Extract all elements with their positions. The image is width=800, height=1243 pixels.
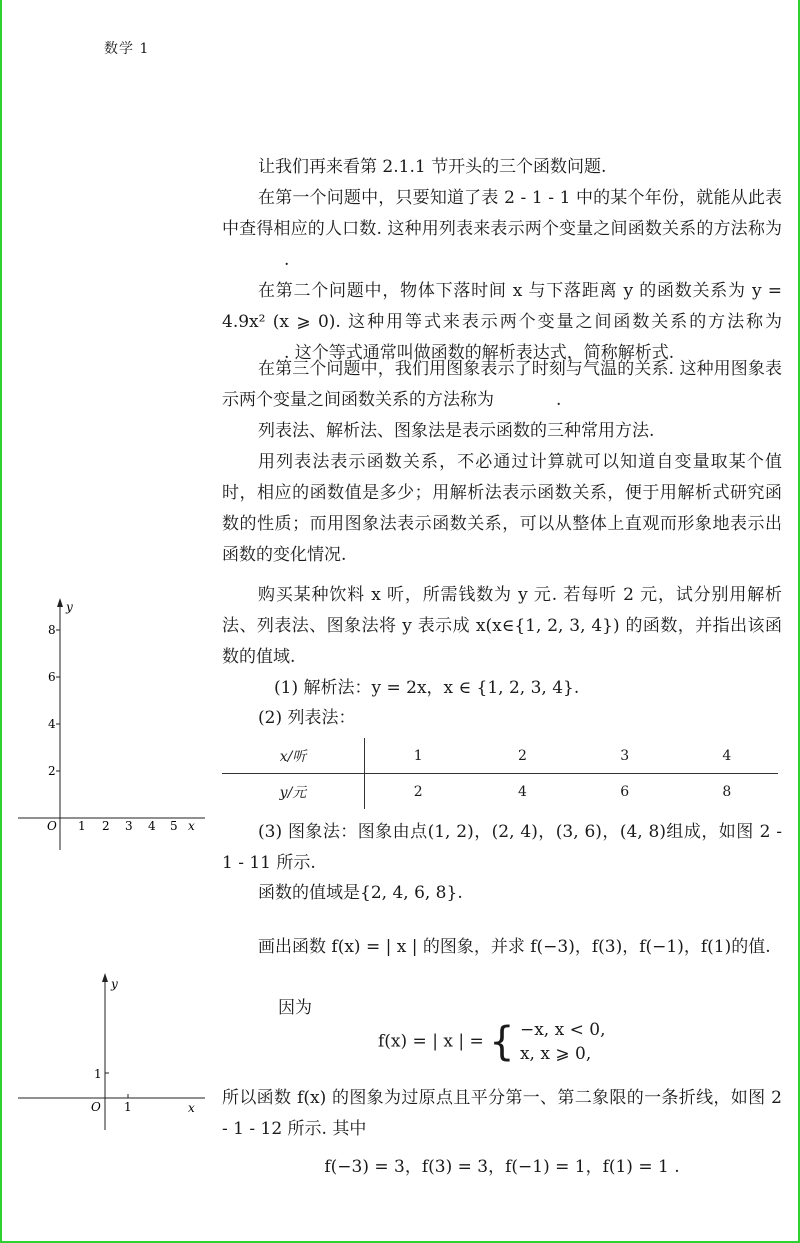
origin-label: O bbox=[91, 1100, 101, 1114]
example-2-values: f(−3) = 3，f(3) = 3，f(−1) = 1，f(1) = 1 . bbox=[324, 1157, 680, 1177]
graph-method-paragraph: 在第三个问题中，我们用图象表示了时刻与气温的关系. 这种用图象表示两个变量之间函数关系的方法称为 . bbox=[222, 359, 782, 410]
example-1-graph-method: (3) 图象法：图象由点(1, 2)，(2, 4)，(3, 6)，(4, 8)组成，如图 2 - 1 - 11 所示. bbox=[222, 822, 782, 873]
example-2-conclusion: 所以函数 f(x) 的图象为过原点且平分第一、第二象限的一条折线，如图 2 - 1 - 12 所示. 其中 bbox=[222, 1088, 782, 1139]
summary-paragraph: 列表法、解析法、图象法是表示函数的三种常用方法. bbox=[258, 421, 655, 441]
x-axis-label: x bbox=[188, 819, 195, 833]
example-1-statement: 购买某种饮料 x 听，所需钱数为 y 元. 若每听 2 元，试分别用解析法、列表法、图象法将 y 表示成 x(x∈{1, 2, 3, 4}) 的函数，并指出该函数的值域. bbox=[222, 585, 782, 667]
formula-case-nonnegative: x, x ⩾ 0, bbox=[519, 1044, 592, 1064]
x-axis-label: x bbox=[188, 1101, 195, 1115]
running-header: 数学 1 bbox=[104, 41, 150, 57]
x-tick-label: 4 bbox=[148, 819, 156, 833]
table-cell: 2 bbox=[471, 738, 573, 774]
table-cell: 2 bbox=[413, 783, 423, 800]
table-header-cell: x/听 bbox=[222, 738, 365, 774]
because-label: 因为 bbox=[278, 998, 312, 1018]
x-tick-label: 1 bbox=[78, 819, 86, 833]
table-cell: 8 bbox=[722, 783, 732, 800]
y-tick-label: 2 bbox=[48, 764, 56, 778]
brace-symbol: { bbox=[489, 1019, 515, 1065]
formula-lhs: f(x) = | x | = bbox=[378, 1031, 484, 1052]
x-tick-label: 3 bbox=[125, 819, 133, 833]
origin-label: O bbox=[47, 819, 57, 833]
y-tick-label: 6 bbox=[48, 670, 56, 684]
table-cell: 4 bbox=[518, 783, 527, 800]
formula-cases bbox=[520, 1018, 606, 1066]
value-table bbox=[222, 738, 778, 809]
example-2-statement: 画出函数 f(x) = | x | 的图象，并求 f(−3)，f(3)，f(−1)，f(1)的值. bbox=[258, 937, 771, 957]
table-header-cell: y/元 bbox=[222, 774, 365, 810]
intro-paragraph: 让我们再来看第 2.1.1 节开头的三个函数问题. bbox=[258, 157, 607, 177]
table-row bbox=[222, 774, 778, 810]
y-axis-arrow bbox=[102, 973, 108, 982]
table-cell: 1 bbox=[365, 738, 472, 774]
example-1-list-heading: (2) 列表法： bbox=[258, 708, 356, 728]
y-axis-arrow bbox=[57, 598, 63, 607]
x-tick-label: 5 bbox=[170, 819, 178, 833]
y-tick-label: 8 bbox=[48, 623, 56, 637]
list-method-paragraph: 在第一个问题中，只要知道了表 2 - 1 - 1 中的某个年份，就能从此表中查得相应的人口数. 这种用列表来表示两个变量之间函数关系的方法称为. bbox=[222, 188, 782, 270]
y-axis-label: y bbox=[111, 977, 118, 991]
table-cell: 4 bbox=[676, 738, 778, 774]
figure-2-1-12 bbox=[0, 970, 215, 1150]
figure-2-1-11 bbox=[0, 595, 215, 860]
y-axis-label: y bbox=[66, 600, 73, 614]
x-ticks bbox=[78, 819, 178, 833]
table-cell: 6 bbox=[620, 783, 630, 800]
example-1-range: 函数的值域是{2, 4, 6, 8}. bbox=[258, 883, 463, 903]
table-row bbox=[222, 738, 778, 774]
x-tick-label: 1 bbox=[124, 1100, 132, 1114]
table-cell: 3 bbox=[574, 738, 676, 774]
y-tick-label: 4 bbox=[48, 717, 56, 731]
y-ticks bbox=[48, 623, 60, 778]
analytic-method-paragraph: 在第二个问题中，物体下落时间 x 与下落距离 y 的函数关系为 y = 4.9x² (x ⩾ 0). 这种用等式来表示两个变量之间函数关系的方法称为. 这个等式通常叫做函数的解析表达式，简称解析式. bbox=[222, 281, 782, 363]
piecewise-formula bbox=[378, 1018, 605, 1066]
y-tick-label: 1 bbox=[94, 1067, 102, 1081]
example-1-analytic: (1) 解析法：y = 2x，x ∈ {1, 2, 3, 4}. bbox=[274, 678, 580, 698]
comparison-paragraph: 用列表法表示函数关系，不必通过计算就可以知道自变量取某个值时，相应的函数值是多少；用解析法表示函数关系，便于用解析式研究函数的性质；而用图象法表示函数关系，可以从整体上直观而形象地表示出函数的变化情况. bbox=[222, 452, 782, 565]
x-tick-label: 2 bbox=[102, 819, 110, 833]
formula-case-negative: −x, x < 0, bbox=[519, 1020, 606, 1040]
